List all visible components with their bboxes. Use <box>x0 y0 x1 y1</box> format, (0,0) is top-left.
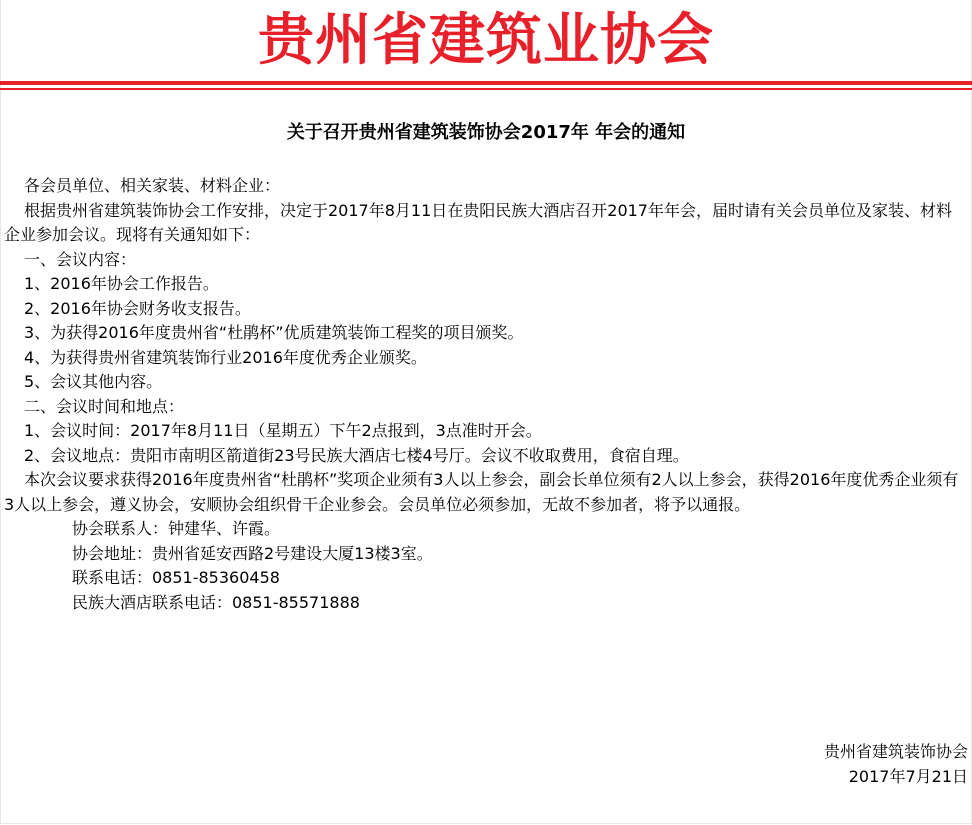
section-heading-time-place: 二、会议时间和地点： <box>24 396 185 416</box>
association-address: 协会地址：贵州省延安西路2号建设大厦13楼3室。 <box>72 543 433 563</box>
salutation: 各会员单位、相关家装、材料企业： <box>24 176 281 195</box>
masthead-rule-thick <box>0 81 972 85</box>
notice-body <box>4 174 966 615</box>
contact-person: 协会联系人：钟建华、许霞。 <box>72 519 281 538</box>
attendance-requirement: 本次会议要求获得2016年度贵州省“杜鹃杯”奖项企业须有3人以上参会，副会长单位须有2人以上参会，获得2016年度优秀企业须有3人以上参会，遵义协会，安顺协会组织骨干企业参会。会员单位必须参加，无故不参加者，将予以通报。 <box>4 470 959 514</box>
section-heading-content: 一、会议内容： <box>24 249 137 269</box>
content-item-1: 1、2016年协会工作报告。 <box>24 274 219 293</box>
content-item-4: 4、为获得贵州省建筑装饰行业2016年度优秀企业颁奖。 <box>24 347 427 367</box>
signature-block <box>824 740 968 789</box>
content-item-2: 2、2016年协会财务收支报告。 <box>24 298 251 318</box>
meeting-place: 2、会议地点：贵阳市南明区箭道街23号民族大酒店七楼4号厅。会议不收取费用，食宿自理。 <box>24 445 689 465</box>
contact-phone: 联系电话：0851-85360458 <box>72 568 280 587</box>
content-item-5: 5、会议其他内容。 <box>24 372 163 391</box>
masthead-rule-thin <box>0 88 972 90</box>
hotel-phone: 民族大酒店联系电话：0851-85571888 <box>72 592 360 612</box>
signature-date: 2017年7月21日 <box>848 766 968 786</box>
signature-organization: 贵州省建筑装饰协会 <box>823 742 968 761</box>
intro-paragraph: 根据贵州省建筑装饰协会工作安排，决定于2017年8月11日在贵阳民族大酒店召开2017年年会，届时请有关会员单位及家装、材料企业参加会议。现将有关通知如下： <box>4 200 952 244</box>
content-item-3: 3、为获得2016年度贵州省“杜鹃杯”优质建筑装饰工程奖的项目颁奖。 <box>24 323 524 342</box>
meeting-time: 1、会议时间：2017年8月11日（星期五）下午2点报到，3点准时开会。 <box>24 421 542 440</box>
masthead-title: 贵州省建筑业协会 <box>258 8 714 73</box>
notice-title: 关于召开贵州省建筑装饰协会2017年 年会的通知 <box>286 122 686 143</box>
masthead <box>0 0 972 80</box>
